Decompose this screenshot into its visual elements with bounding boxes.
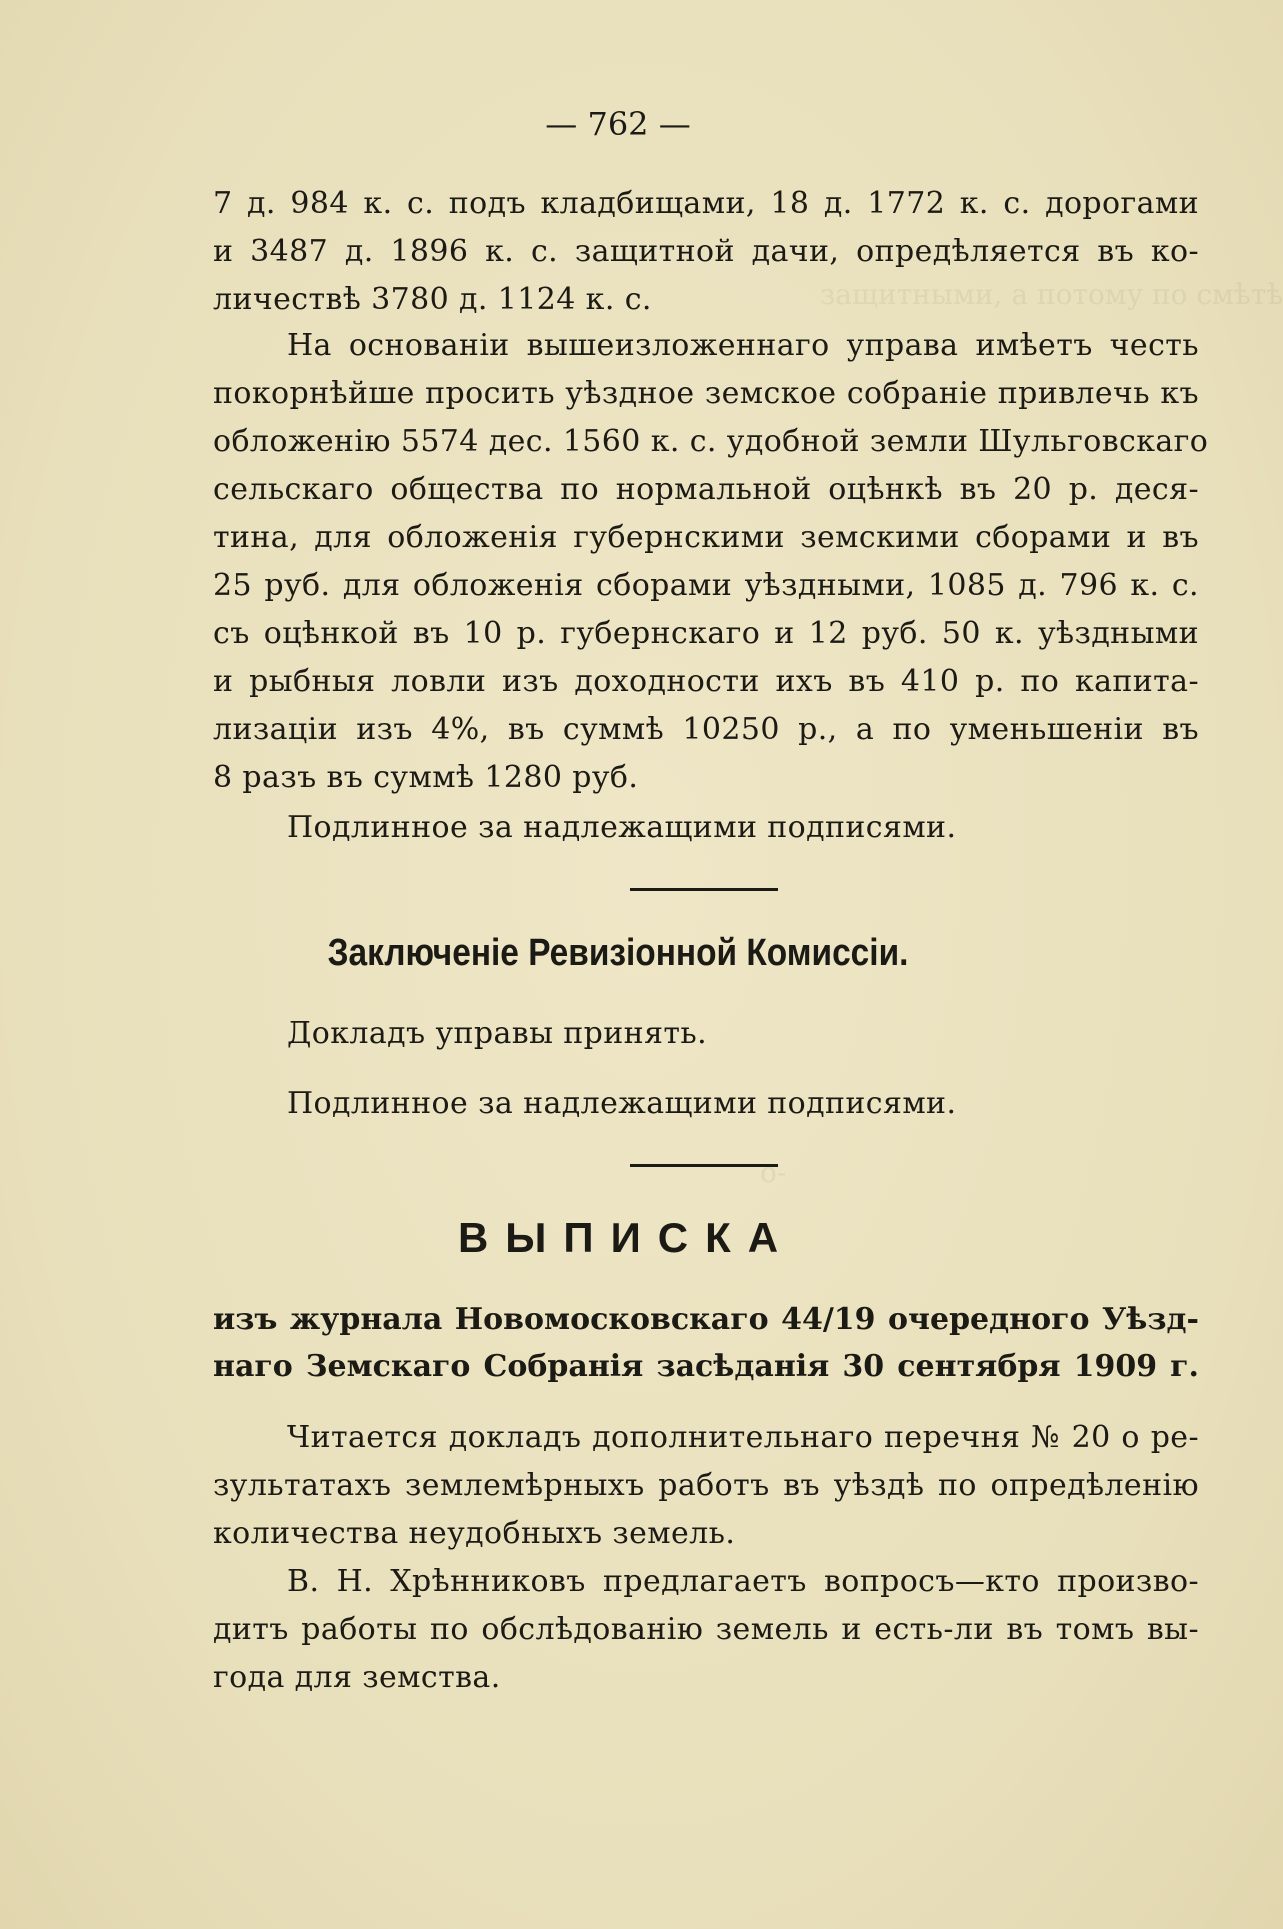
bleed-through-text: о-: [760, 1156, 787, 1189]
signature-note-line: Подлинное за надлежащими подписями.: [287, 1086, 957, 1121]
text-line: года для земства.: [213, 1660, 501, 1695]
text-line: тина, для обложенiя губернскими земскими сборами и въ: [213, 520, 1199, 555]
text-line: дитъ работы по обслѣдованiю земель и есть-ли въ томъ вы-: [213, 1612, 1199, 1647]
text-line: Читается докладъ дополнительнаго перечня № 20 о ре-: [287, 1420, 1199, 1455]
text-line: обложенiю 5574 дес. 1560 к. с. удобной земли Шульговскаго: [213, 424, 1209, 459]
subtitle-line: изъ журнала Новомосковскаго 44/19 очередного Уѣзд-: [213, 1302, 1199, 1337]
signature-note-line: Подлинное за надлежащими подписями.: [287, 810, 957, 845]
signature-note-1: [213, 804, 1199, 852]
text-line: съ оцѣнкой въ 10 р. губернскаго и 12 руб. 50 к. уѣздными: [213, 616, 1199, 651]
page-number: — 762 —: [545, 105, 691, 143]
text-line: зультатахъ землемѣрныхъ работъ въ уѣздѣ по опредѣленiю: [213, 1468, 1199, 1503]
text-line: личествѣ 3780 д. 1124 к. с.: [213, 282, 652, 317]
text-line: и рыбныя ловли изъ доходности ихъ въ 410 р. по капита-: [213, 664, 1199, 699]
main-paragraph: [213, 322, 1209, 802]
signature-note-2: [213, 1080, 1199, 1128]
text-line: В. Н. Хрѣнниковъ предлагаетъ вопросъ—кто произво-: [287, 1564, 1199, 1599]
text-line: сельскаго общества по нормальной оцѣнкѣ въ 20 р. деся-: [213, 472, 1199, 507]
text-line: 25 руб. для обложенiя сборами уѣздными, 1085 д. 796 к. с.: [213, 568, 1199, 603]
text-line: количества неудобныхъ земель.: [213, 1516, 736, 1551]
text-line: 7 д. 984 к. с. подъ кладбищами, 18 д. 1772 к. с. дорогами: [213, 186, 1199, 221]
bleed-through-text: защитными, а потому по смѣтѣ: [820, 278, 1283, 311]
question-paragraph: [213, 1558, 1199, 1702]
text-line: На основанiи вышеизложеннаго управа имѣетъ честь: [287, 328, 1199, 363]
section-divider: [630, 888, 778, 891]
commission-heading: Заключенiе Ревизiонной Комиссiи.: [327, 932, 909, 974]
extract-subtitle: [213, 1296, 1199, 1390]
top-paragraph: [213, 180, 1199, 324]
text-line: покорнѣйше просить уѣздное земское собранiе привлечь къ: [213, 376, 1199, 411]
subtitle-line: наго Земскаго Собранiя засѣданiя 30 сентября 1909 г.: [213, 1349, 1199, 1384]
commission-decision: [213, 1010, 1199, 1058]
section-divider: [630, 1164, 778, 1167]
report-paragraph: [213, 1414, 1199, 1558]
extract-heading: ВЫПИСКА: [457, 1214, 796, 1261]
text-line: и 3487 д. 1896 к. с. защитной дачи, опредѣляется въ ко-: [213, 234, 1199, 269]
text-line: лизацiи изъ 4%, въ суммѣ 10250 р., а по уменьшенiи въ: [213, 712, 1199, 747]
decision-line: Докладъ управы принять.: [287, 1016, 708, 1051]
text-line: 8 разъ въ суммѣ 1280 руб.: [213, 760, 639, 795]
